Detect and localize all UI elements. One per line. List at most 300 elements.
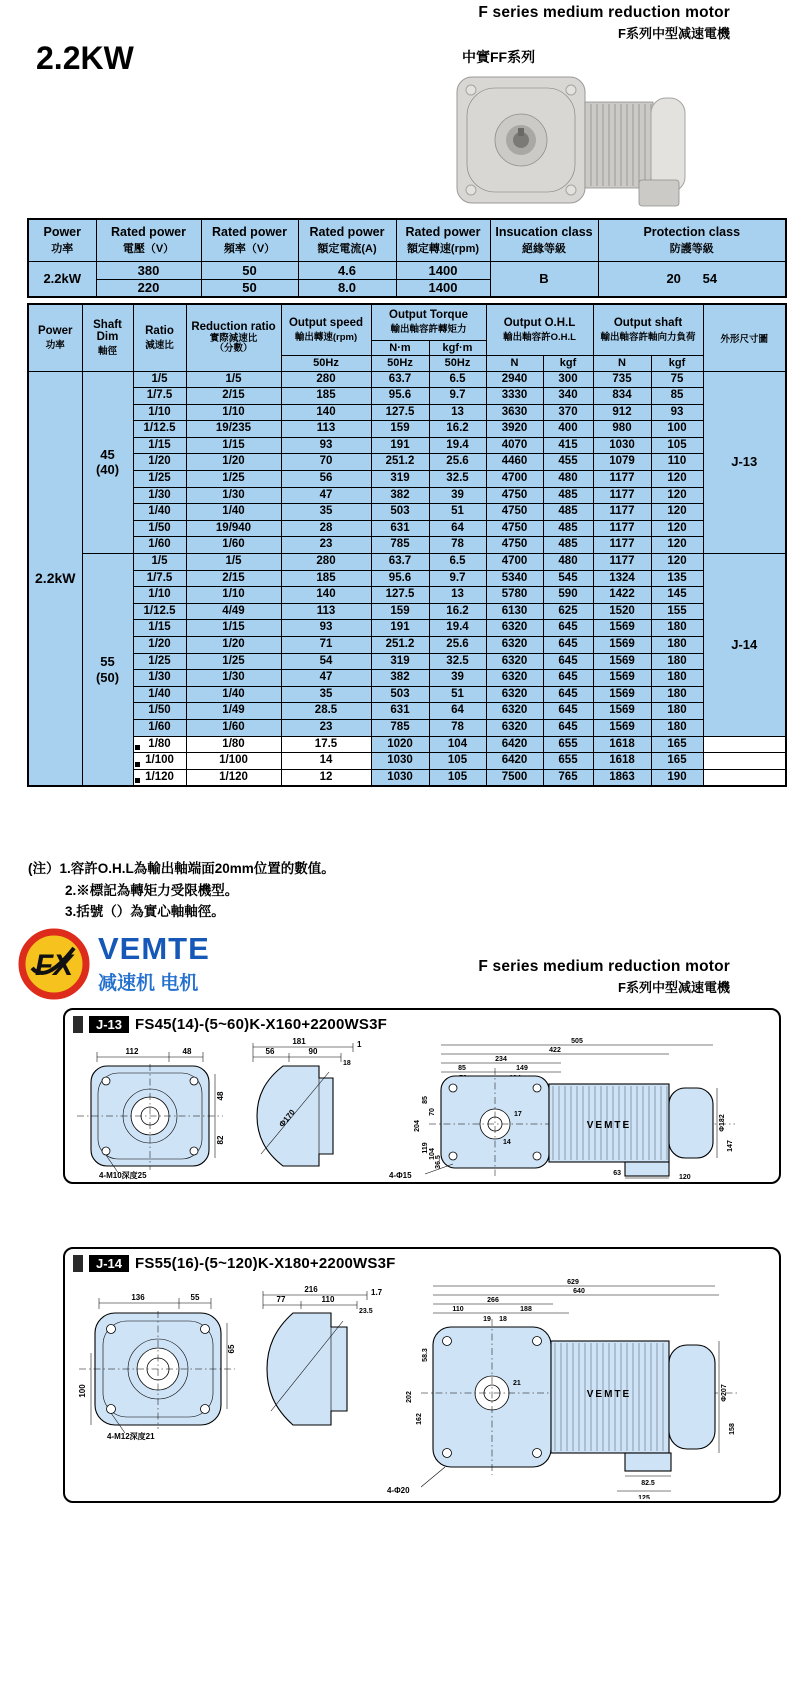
spec-value: 631 (371, 703, 429, 720)
spec-value: 1/40 (186, 504, 281, 521)
spec-value: 503 (371, 686, 429, 703)
spec-value: 95.6 (371, 570, 429, 587)
spec-value: 63.7 (371, 371, 429, 388)
spec-value: 35 (281, 686, 371, 703)
spec-value: 1079 (593, 454, 651, 471)
dim-label: 19 (483, 1316, 491, 1323)
spec-value: 1/5 (186, 371, 281, 388)
spec-value: 120 (651, 487, 703, 504)
spec-value: 191 (371, 437, 429, 454)
unit-kgf: kgf (543, 355, 593, 371)
protection-value: 20 54 (598, 261, 786, 297)
spec-value: 415 (543, 437, 593, 454)
spec-value: 180 (651, 653, 703, 670)
dim-label: 181 (292, 1037, 306, 1046)
spec-value: 120 (651, 554, 703, 571)
spec-value: 4750 (486, 504, 543, 521)
dim-label: 48 (182, 1047, 192, 1056)
dim-label: 188 (520, 1306, 532, 1313)
unit-50hz: 50Hz (371, 355, 429, 371)
section-header (478, 958, 730, 996)
spec-value: 47 (281, 670, 371, 687)
spec-value: 280 (281, 371, 371, 388)
spec-value: 1569 (593, 686, 651, 703)
dim-label: 136 (131, 1293, 145, 1302)
col-header-power: Power 功率 (28, 219, 96, 261)
dim-label: 18 (343, 1060, 351, 1067)
spec-value: 78 (429, 537, 486, 554)
dim-label: Φ182 (719, 1114, 726, 1132)
spec-value: 12 (281, 769, 371, 786)
spec-value: 1/60 (186, 719, 281, 736)
dim-label: 17 (514, 1111, 522, 1118)
spec-value: 1/7.5 (133, 570, 186, 587)
dim-label: 104 (429, 1148, 436, 1160)
col-header-dim-figure: 外形尺寸圖 (703, 304, 786, 371)
spec-value: 251.2 (371, 637, 429, 654)
spec-value: 655 (543, 736, 593, 753)
spec-value: 1/30 (186, 670, 281, 687)
spec-value: 765 (543, 769, 593, 786)
spec-value: 190 (651, 769, 703, 786)
spec-value: 75 (651, 371, 703, 388)
frequency-value: 50 (201, 261, 298, 279)
spec-value: 625 (543, 603, 593, 620)
spec-value: 165 (651, 753, 703, 770)
spec-row (28, 703, 786, 720)
spec-row (28, 537, 786, 554)
spec-value: 5340 (486, 570, 543, 587)
spec-value: 100 (651, 421, 703, 438)
unit-50hz: 50Hz (429, 355, 486, 371)
diagram-j14 (63, 1247, 781, 1503)
spec-value: 120 (651, 504, 703, 521)
spec-value: 2940 (486, 371, 543, 388)
dim-figure-empty (703, 769, 786, 786)
dim-label: 110 (452, 1306, 464, 1313)
spec-value: 4460 (486, 454, 543, 471)
spec-value: 113 (281, 603, 371, 620)
section-title-zh: F系列中型减速電機 (618, 980, 730, 995)
dim-label: 4-Φ15 (389, 1171, 412, 1180)
spec-value: 23 (281, 719, 371, 736)
col-header-speed: Rated power 額定轉速(rpm) (396, 219, 490, 261)
spec-value: 120 (651, 537, 703, 554)
spec-value: 39 (429, 670, 486, 687)
spec-value: 370 (543, 404, 593, 421)
spec-value: 6320 (486, 686, 543, 703)
dim-label: 505 (571, 1038, 583, 1045)
spec-value: 51 (429, 504, 486, 521)
spec-value: 503 (371, 504, 429, 521)
diagram-j14-title (73, 1254, 779, 1273)
spec-value: 645 (543, 719, 593, 736)
spec-value: 319 (371, 471, 429, 488)
dim-label: 82 (216, 1135, 225, 1145)
spec-value: 110 (651, 454, 703, 471)
dim-label: 125 (638, 1495, 650, 1499)
dim-label: 14 (503, 1139, 511, 1146)
spec-value: 23 (281, 537, 371, 554)
spec-value: 180 (651, 670, 703, 687)
spec-value: 105 (429, 753, 486, 770)
insulation-value: B (490, 261, 598, 297)
spec-value: 180 (651, 637, 703, 654)
motor-photo (455, 72, 687, 213)
col-header-power: Power 功率 (28, 304, 82, 371)
spec-value: 1/20 (186, 454, 281, 471)
dim-figure-empty (703, 753, 786, 770)
spec-value: 485 (543, 504, 593, 521)
spec-value: 4750 (486, 537, 543, 554)
spec-value: 6320 (486, 670, 543, 687)
spec-value: 16.2 (429, 421, 486, 438)
spec-value: 1/25 (133, 653, 186, 670)
spec-value: 93 (281, 437, 371, 454)
dim-label: Φ170 (277, 1107, 297, 1129)
spec-row (28, 620, 786, 637)
spec-value: 4/49 (186, 603, 281, 620)
dim-label: 204 (414, 1120, 421, 1132)
spec-value: 9.7 (429, 388, 486, 405)
voltage-value: 380 (96, 261, 201, 279)
spec-value: 1618 (593, 753, 651, 770)
spec-value: 6320 (486, 719, 543, 736)
spec-value: 6320 (486, 637, 543, 654)
spec-value: 64 (429, 703, 486, 720)
dim-label: 48 (216, 1091, 225, 1101)
col-header-ratio: Ratio 減速比 (133, 304, 186, 371)
spec-value: 655 (543, 753, 593, 770)
ratio-spec-table (27, 303, 787, 787)
spec-value: 645 (543, 703, 593, 720)
spec-value: 1/5 (133, 371, 186, 388)
spec-row (28, 520, 786, 537)
spec-row (28, 753, 786, 770)
spec-value: 1324 (593, 570, 651, 587)
series-label: 中實FF系列 (462, 49, 536, 65)
spec-value: 645 (543, 620, 593, 637)
spec-value: 1/120 (186, 769, 281, 786)
spec-value: 25.6 (429, 637, 486, 654)
spec-value: 1569 (593, 653, 651, 670)
spec-value: 180 (651, 686, 703, 703)
j14-side-view (387, 1279, 737, 1499)
spec-value: 1618 (593, 736, 651, 753)
spec-row (28, 570, 786, 587)
logo-monogram: FX (34, 949, 74, 982)
spec-value: 28.5 (281, 703, 371, 720)
spec-value: 1/30 (133, 670, 186, 687)
col-header-output-ohl: Output O.H.L 輸出軸容許O.H.L (486, 304, 593, 355)
spec-value: 32.5 (429, 471, 486, 488)
unit-n: N (486, 355, 543, 371)
spec-value: 1/80 (133, 736, 186, 753)
motor-cap (669, 1345, 715, 1449)
spec-value: 140 (281, 404, 371, 421)
unit-kgf: kgf (651, 355, 703, 371)
spec-value: 6420 (486, 753, 543, 770)
spec-value: 1177 (593, 471, 651, 488)
col-header-output-speed: Output speed 輸出轉速(rpm) (281, 304, 371, 355)
spec-value: 113 (281, 421, 371, 438)
spec-value: 1/15 (133, 620, 186, 637)
spec-value: 2/15 (186, 388, 281, 405)
spec-value: 140 (281, 587, 371, 604)
spec-value: 180 (651, 719, 703, 736)
spec-value: 785 (371, 719, 429, 736)
dim-label: 120 (679, 1174, 691, 1180)
spec-value: 1/30 (186, 487, 281, 504)
dim-label: 100 (78, 1384, 87, 1398)
spec-value: 6420 (486, 736, 543, 753)
page-title-en: F series medium reduction motor (478, 4, 730, 21)
spec-value: 1/50 (133, 703, 186, 720)
vemte-logo-mark (18, 928, 90, 1000)
spec-value: 4750 (486, 487, 543, 504)
motor-photo-illustration (455, 72, 687, 208)
spec-value: 1569 (593, 703, 651, 720)
spec-value: 1/5 (133, 554, 186, 571)
motor-cap (651, 98, 685, 192)
dim-label: 202 (406, 1391, 413, 1403)
dim-label: 162 (416, 1413, 423, 1425)
unit-n: N (593, 355, 651, 371)
spec-value: 1/10 (186, 404, 281, 421)
spec-value: 3630 (486, 404, 543, 421)
diagram-j13-title (73, 1015, 779, 1034)
spec-value: 185 (281, 388, 371, 405)
logo-subtitle: 减速机 电机 (98, 972, 199, 994)
dim-label: 65 (227, 1344, 236, 1354)
spec-value: 980 (593, 421, 651, 438)
spec-value: 95.6 (371, 388, 429, 405)
spec-value: 165 (651, 736, 703, 753)
dim-label: 90 (308, 1047, 318, 1056)
spec-row (28, 603, 786, 620)
spec-row (28, 371, 786, 388)
dim-label: 112 (125, 1047, 139, 1056)
spec-row (28, 437, 786, 454)
spec-value: 382 (371, 670, 429, 687)
dim-label: 1 (357, 1040, 362, 1049)
spec-value: 1/100 (186, 753, 281, 770)
spec-value: 120 (651, 471, 703, 488)
notes (28, 858, 335, 923)
spec-value: 105 (651, 437, 703, 454)
spec-value: 1422 (593, 587, 651, 604)
diagram-j13 (63, 1008, 781, 1184)
vemte-logo (18, 928, 210, 1000)
dim-label: 147 (727, 1140, 734, 1152)
logo-text (98, 933, 210, 995)
spec-value: 645 (543, 670, 593, 687)
current-value: 4.6 (298, 261, 396, 279)
spec-value: 1569 (593, 637, 651, 654)
spec-value: 1030 (371, 753, 429, 770)
spec-value: 145 (651, 587, 703, 604)
spec-value: 912 (593, 404, 651, 421)
spec-value: 71 (281, 637, 371, 654)
dim-label: 21 (513, 1380, 521, 1387)
dim-label: 63 (613, 1170, 621, 1177)
power-value: 2.2kW (28, 261, 96, 297)
spec-value: 56 (281, 471, 371, 488)
dim-label: 4-M12深度21 (107, 1432, 155, 1441)
spec-value: 93 (651, 404, 703, 421)
dim-label: 23.5 (359, 1308, 373, 1315)
spec-row (28, 487, 786, 504)
spec-value: 1569 (593, 620, 651, 637)
spec-value: 300 (543, 371, 593, 388)
spec-value: 485 (543, 537, 593, 554)
spec-row (28, 454, 786, 471)
spec-value: 1/60 (133, 537, 186, 554)
dim-label: 82.5 (641, 1480, 655, 1487)
spec-value: 85 (651, 388, 703, 405)
spec-value: 6320 (486, 653, 543, 670)
spec-value: 6.5 (429, 371, 486, 388)
dim-label: 422 (549, 1047, 561, 1054)
page-header (478, 4, 730, 42)
spec-row (28, 471, 786, 488)
spec-value: 1177 (593, 537, 651, 554)
spec-value: 25.6 (429, 454, 486, 471)
spec-row (28, 769, 786, 786)
spec-value: 280 (281, 554, 371, 571)
speed-value: 1400 (396, 261, 490, 279)
spec-value: 135 (651, 570, 703, 587)
dim-label: 56 (265, 1047, 275, 1056)
spec-value: 455 (543, 454, 593, 471)
spec-value: 1177 (593, 504, 651, 521)
note-line: (注）1.容許O.H.L為輸出軸端面20mm位置的數值。 (28, 861, 335, 876)
col-header-protection: Protection class 防護等級 (598, 219, 786, 261)
spec-value: 319 (371, 653, 429, 670)
spec-value: 1020 (371, 736, 429, 753)
spec-value: 13 (429, 587, 486, 604)
spec-row (28, 587, 786, 604)
power-cell: 2.2kW (28, 371, 82, 786)
page-title-zh: F系列中型减速電機 (618, 26, 730, 41)
spec-value: 1/15 (186, 437, 281, 454)
spec-value: 382 (371, 487, 429, 504)
dim-label: 110 (321, 1295, 335, 1304)
spec-row (28, 686, 786, 703)
spec-row (28, 670, 786, 687)
note-line: 2.※標記為轉矩力受限機型。 (65, 882, 239, 898)
spec-value: 545 (543, 570, 593, 587)
spec-row (28, 388, 786, 405)
col-header-current: Rated power 額定電流(A) (298, 219, 396, 261)
dim-label: 85 (458, 1065, 466, 1072)
dim-label: 36.5 (435, 1155, 442, 1169)
dim-label: 70 (429, 1108, 436, 1116)
spec-value: 5780 (486, 587, 543, 604)
spec-value: 7500 (486, 769, 543, 786)
dim-label: 234 (495, 1056, 507, 1063)
spec-value: 1/80 (186, 736, 281, 753)
spec-value: 51 (429, 686, 486, 703)
spec-value: 1/60 (133, 719, 186, 736)
spec-value: 127.5 (371, 404, 429, 421)
spec-value: 28 (281, 520, 371, 537)
dim-label: 158 (729, 1423, 736, 1435)
spec-value: 1177 (593, 520, 651, 537)
diagram-j13-badge: J-13 (89, 1016, 129, 1033)
spec-value: 1/120 (133, 769, 186, 786)
spec-value: 1/15 (186, 620, 281, 637)
terminal-box (639, 180, 679, 206)
spec-value: 1/20 (186, 637, 281, 654)
spec-value: 251.2 (371, 454, 429, 471)
spec-row (28, 719, 786, 736)
spec-value: 1/7.5 (133, 388, 186, 405)
spec-value: 1/10 (133, 587, 186, 604)
dim-label: 216 (304, 1285, 318, 1294)
spec-value: 645 (543, 653, 593, 670)
spec-value: 4700 (486, 471, 543, 488)
spec-value: 93 (281, 620, 371, 637)
spec-value: 480 (543, 554, 593, 571)
dim-label: 1.7 (371, 1288, 383, 1297)
spec-value: 1/49 (186, 703, 281, 720)
shaft-dim-cell: 45 (40) (82, 371, 133, 554)
spec-value: 13 (429, 404, 486, 421)
badge-marker (73, 1255, 83, 1272)
note-line: 3.括號（）為實心軸軸徑。 (65, 904, 225, 920)
spec-row (28, 404, 786, 421)
spec-value: 127.5 (371, 587, 429, 604)
col-header-kgfm: kgf·m (429, 340, 486, 355)
spec-value: 6320 (486, 703, 543, 720)
spec-value: 32.5 (429, 653, 486, 670)
spec-value: 105 (429, 769, 486, 786)
spec-value: 2/15 (186, 570, 281, 587)
spec-value: 19.4 (429, 620, 486, 637)
power-table-header-row (28, 219, 786, 261)
spec-value: 485 (543, 487, 593, 504)
j14-profile-view (263, 1285, 383, 1425)
spec-value: 6.5 (429, 554, 486, 571)
col-header-nm: N·m (371, 340, 429, 355)
dim-label: 18 (499, 1316, 507, 1323)
j14-front-view (78, 1293, 236, 1441)
spec-value: 834 (593, 388, 651, 405)
spec-value: 645 (543, 637, 593, 654)
ratio-table-body (28, 371, 786, 786)
current-value: 8.0 (298, 279, 396, 297)
col-header-output-shaft: Output shaft 輸出軸容許軸向力負荷 (593, 304, 703, 355)
spec-value: 1569 (593, 719, 651, 736)
spec-value: 340 (543, 388, 593, 405)
j14-drawing (65, 1273, 775, 1499)
spec-value: 1/12.5 (133, 421, 186, 438)
spec-value: 485 (543, 520, 593, 537)
spec-value: 19/940 (186, 520, 281, 537)
spec-value: 54 (281, 653, 371, 670)
spec-row (28, 637, 786, 654)
voltage-value: 220 (96, 279, 201, 297)
spec-value: 63.7 (371, 554, 429, 571)
spec-value: 14 (281, 753, 371, 770)
spec-value: 19/235 (186, 421, 281, 438)
spec-value: 185 (281, 570, 371, 587)
spec-value: 39 (429, 487, 486, 504)
spec-value: 1/25 (186, 471, 281, 488)
spec-value: 4070 (486, 437, 543, 454)
spec-value: 47 (281, 487, 371, 504)
